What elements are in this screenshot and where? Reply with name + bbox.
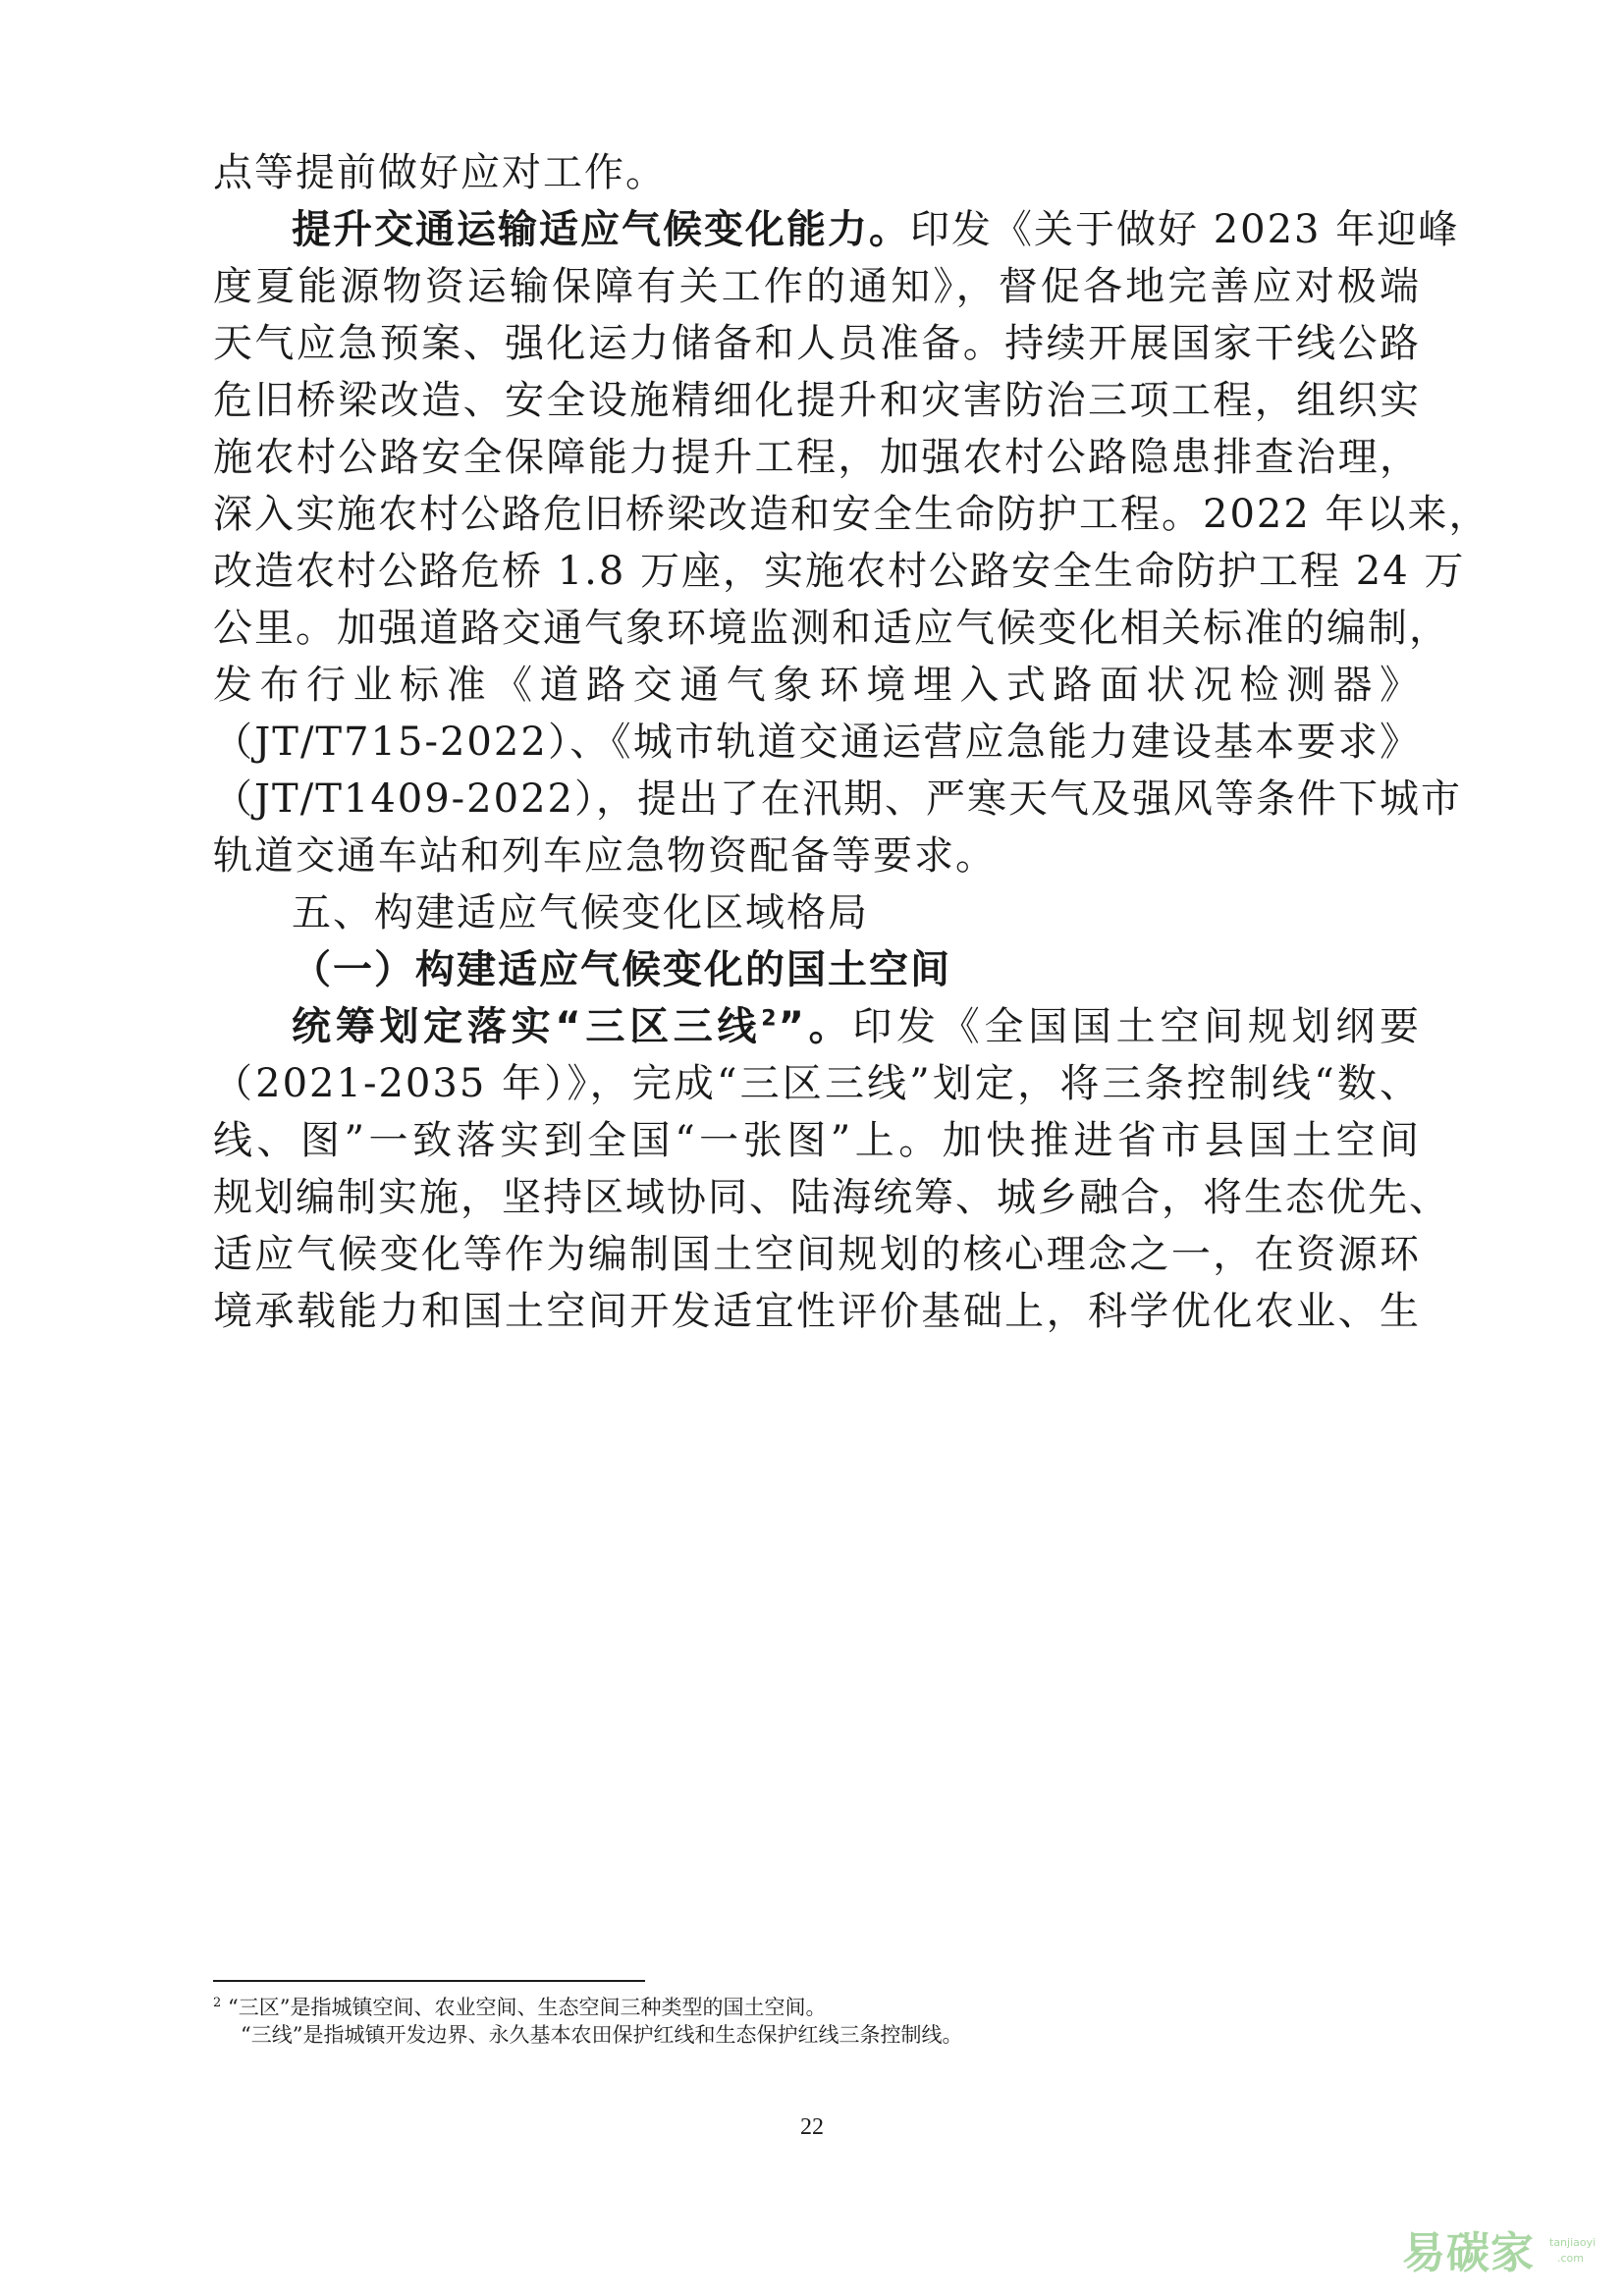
body-line-13: 轨道交通车站和列车应急物资配备等要求。: [213, 833, 997, 879]
body-line-12: （JT/T1409-2022），提出了在汛期、严寒天气及强风等条件下城市: [213, 776, 1462, 822]
body-line-8: 改造农村公路危桥 1.8 万座，实施农村公路安全生命防护工程 24 万: [213, 549, 1466, 594]
body-line-2: 提升交通运输适应气候变化能力。印发《关于做好 2023 年迎峰: [292, 207, 1460, 252]
watermark-tld: .com: [1557, 2252, 1584, 2265]
bold-lead-transport: 提升交通运输适应气候变化能力。: [292, 207, 910, 252]
body-line-1: 点等提前做好应对工作。: [213, 150, 667, 195]
footnote-marker: 2: [213, 1996, 222, 2010]
subsection-heading: （一）构建适应气候变化的国土空间: [292, 947, 951, 992]
body-line-4: 天气应急预案、强化运力储备和人员准备。持续开展国家干线公路: [213, 321, 1421, 366]
footnote-ref: 2: [761, 1006, 779, 1032]
body-line-10: 发布行业标准《道路交通气象环境埋入式路面状况检测器》: [213, 663, 1421, 708]
page-number: 22: [800, 2114, 824, 2140]
bold-lead-three-zones: 统筹划定落实“三区三线$^2$”。: [292, 1004, 853, 1049]
watermark-logo: [1402, 2226, 1608, 2281]
para2-line-4: 规划编制实施，坚持区域协同、陆海统筹、城乡融合，将生态优先、: [213, 1175, 1450, 1220]
body-line-7: 深入实施农村公路危旧桥梁改造和安全生命防护工程。2022 年以来，: [213, 492, 1490, 537]
para2-line-1: 统筹划定落实“三区三线$^2$”。印发《全国国土空间规划纲要: [292, 1004, 1421, 1049]
footnote-rule: [213, 1980, 645, 1982]
watermark-domain: tanjiaoyi: [1549, 2236, 1597, 2249]
footnote-line-1: $^2$ “三区”是指城镇空间、农业空间、生态空间三种类型的国土空间。: [213, 1996, 827, 2019]
body-line-3: 度夏能源物资运输保障有关工作的通知》，督促各地完善应对极端: [213, 264, 1421, 309]
body-line-11: （JT/T715-2022）、《城市轨道交通运营应急能力建设基本要求》: [213, 720, 1421, 765]
body-line-6: 施农村公路安全保障能力提升工程，加强农村公路隐患排查治理，: [213, 435, 1421, 480]
body-line-5: 危旧桥梁改造、安全设施精细化提升和灾害防治三项工程，组织实: [213, 378, 1421, 423]
para2-line-2: （2021-2035 年）》，完成“三区三线”划定，将三条控制线“数、: [213, 1061, 1421, 1106]
watermark-brand: 易碳家: [1402, 2228, 1535, 2278]
section-heading: 五、构建适应气候变化区域格局: [292, 890, 869, 935]
footnote-line-2: “三线”是指城镇开发边界、永久基本农田保护红线和生态保护红线三条控制线。: [241, 2023, 963, 2047]
body-line-9: 公里。加强道路交通气象环境监测和适应气候变化相关标准的编制，: [213, 606, 1450, 651]
para2-line-5: 适应气候变化等作为编制国土空间规划的核心理念之一，在资源环: [213, 1232, 1421, 1277]
para2-line-6: 境承载能力和国土空间开发适宜性评价基础上，科学优化农业、生: [213, 1289, 1421, 1334]
para2-line-3: 线、图”一致落实到全国“一张图”上。加快推进省市县国土空间: [213, 1118, 1421, 1163]
